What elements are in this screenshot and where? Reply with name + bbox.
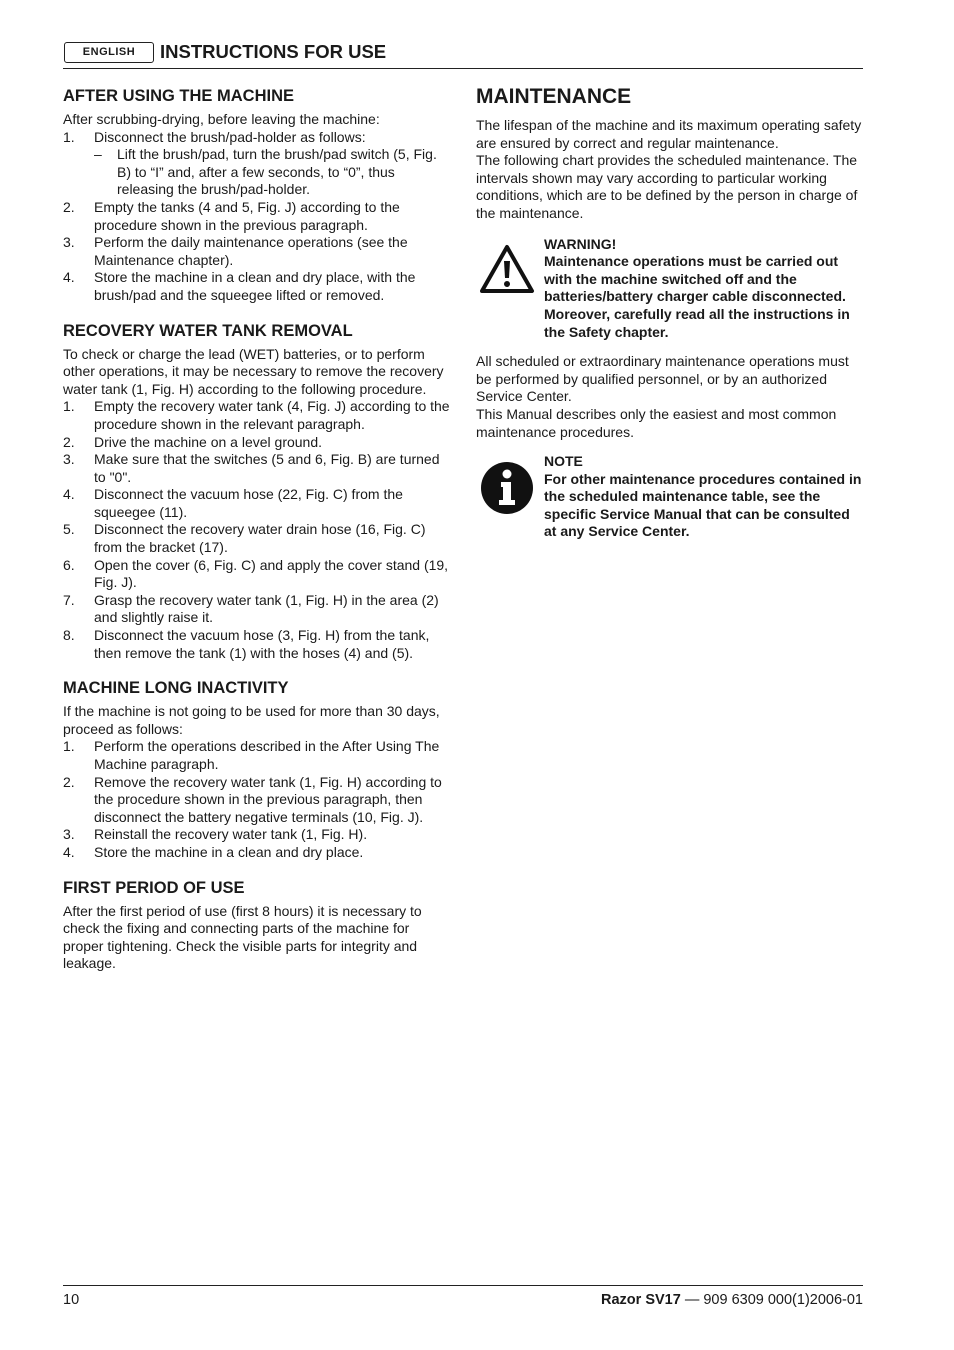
step-number: 1.	[63, 738, 75, 755]
maintenance-intro-2: The following chart provides the scheduled maintenance. The intervals shown may vary according to particular working conditions, which are to be defined by the person in charge of the maintenance.	[476, 152, 858, 221]
list-item	[63, 521, 451, 556]
step-number: 3.	[63, 451, 75, 468]
maintenance-title: MAINTENANCE	[476, 85, 632, 108]
page-header	[63, 40, 863, 69]
list-item	[63, 434, 451, 452]
step-number: 1.	[63, 128, 75, 145]
steps-list	[63, 129, 451, 305]
steps-list	[63, 398, 451, 662]
sub-step-text: Lift the brush/pad, turn the brush/pad switch (5, Fig. B) to “I” and, after a few seconds, to “0”, thus releasing the brush/pad-holder.	[117, 146, 437, 198]
section-recovery-tank	[63, 321, 451, 663]
document-reference	[601, 1292, 863, 1308]
section-after-using	[63, 86, 451, 305]
maintenance-intro: The lifespan of the machine and its maximum operating safety are ensured by correct and regular maintenance.	[476, 117, 862, 151]
section-intro: After scrubbing-drying, before leaving the machine:	[63, 111, 380, 127]
list-item	[63, 738, 451, 773]
section-long-inactivity	[63, 678, 451, 861]
section-title: FIRST PERIOD OF USE	[63, 878, 245, 897]
step-number: 2.	[63, 198, 75, 215]
page-footer	[63, 1285, 863, 1315]
step-text: Remove the recovery water tank (1, Fig. H) according to the procedure shown in the previous paragraph, then disconnect the battery negative terminals (10, Fig. J).	[94, 773, 442, 825]
list-item	[63, 199, 451, 234]
list-item	[63, 129, 451, 199]
note-heading: NOTE	[544, 453, 583, 470]
section-title: AFTER USING THE MACHINE	[63, 87, 294, 105]
right-column	[476, 86, 864, 541]
step-text: Disconnect the brush/pad-holder as follows:	[94, 128, 366, 145]
warning-callout	[476, 236, 864, 342]
step-text: Reinstall the recovery water tank (1, Fig. H).	[94, 826, 368, 843]
section-intro: To check or charge the lead (WET) batteries, or to perform other operations, it may be necessary to remove the recovery water tank (1, Fig. H) according to the following procedure.	[63, 345, 444, 397]
step-number: 4.	[63, 269, 75, 286]
step-text: Disconnect the recovery water drain hose (16, Fig. C) from the bracket (17).	[94, 521, 426, 556]
step-text: Perform the operations described in the After Using The Machine paragraph.	[94, 738, 440, 772]
section-intro: If the machine is not going to be used for more than 30 days, proceed as follows:	[63, 703, 440, 737]
step-text: Store the machine in a clean and dry place, with the brush/pad and the squeegee lifted or removed.	[94, 269, 416, 303]
steps-list	[63, 738, 451, 861]
step-text: Empty the recovery water tank (4, Fig. J) according to the procedure shown in the relevant paragraph.	[94, 398, 450, 432]
list-item	[63, 234, 451, 269]
sub-list-item	[94, 146, 451, 199]
step-number: 4.	[63, 843, 75, 860]
list-item	[63, 486, 451, 521]
note-body: For other maintenance procedures contained in the scheduled maintenance table, see the specific Service Manual that can be consulted at any Service Center.	[544, 470, 862, 540]
step-number: 3.	[63, 826, 75, 843]
step-number: 6.	[63, 556, 75, 573]
list-item	[63, 398, 451, 433]
step-text: Disconnect the vacuum hose (3, Fig. H) from the tank, then remove the tank (1) with the hoses (4) and (5).	[94, 627, 430, 661]
list-item	[63, 774, 451, 827]
step-number: 2.	[63, 773, 75, 790]
warning-body: Maintenance operations must be carried out with the machine switched off and the batteries/battery charger cable disconnected. Moreover, carefully read all the instructions in the Safety chapter.	[544, 253, 850, 340]
list-item	[63, 592, 451, 627]
list-item	[63, 269, 451, 304]
warning-heading: WARNING!	[544, 235, 617, 252]
step-number: 1.	[63, 398, 75, 415]
list-item	[63, 557, 451, 592]
list-item	[63, 826, 451, 844]
section-title: MACHINE LONG INACTIVITY	[63, 679, 289, 698]
list-item	[63, 451, 451, 486]
step-text: Store the machine in a clean and dry place.	[94, 843, 364, 860]
step-text: Disconnect the vacuum hose (22, Fig. C) from the squeegee (11).	[94, 486, 403, 520]
warning-triangle-icon	[478, 242, 536, 298]
left-column	[63, 86, 451, 973]
step-number: 4.	[63, 486, 75, 503]
step-text: Grasp the recovery water tank (1, Fig. H) in the area (2) and slightly raise it.	[94, 591, 439, 626]
step-text: Make sure that the switches (5 and 6, Fig. B) are turned to "0".	[94, 451, 440, 485]
document-code: — 909 6309 000(1)2006-01	[680, 1292, 863, 1308]
section-title: RECOVERY WATER TANK REMOVAL	[63, 321, 353, 340]
sub-list	[94, 146, 451, 199]
step-text: Drive the machine on a level ground.	[94, 433, 323, 450]
maintenance-para-4: This Manual describes only the easiest and most common maintenance procedures.	[476, 405, 837, 440]
step-text: Perform the daily maintenance operations (see the Maintenance chapter).	[94, 234, 408, 268]
dash-marker: –	[94, 146, 102, 163]
step-number: 7.	[63, 591, 75, 608]
step-number: 5.	[63, 521, 75, 538]
section-text: After the first period of use (first 8 hours) it is necessary to check the fixing and connecting parts of the machine for proper tightening. Check the visible parts for integrity and leakage.	[63, 902, 422, 972]
note-callout	[476, 453, 864, 541]
maintenance-para-3: All scheduled or extraordinary maintenance operations must be performed by qualified personnel, or by an authorized Service Center.	[476, 353, 849, 405]
step-text: Empty the tanks (4 and 5, Fig. J) according to the procedure shown in the previous paragraph.	[94, 198, 400, 233]
language-badge: ENGLISH	[64, 42, 154, 63]
step-number: 8.	[63, 627, 75, 644]
model-name: Razor SV17	[601, 1292, 681, 1308]
page-number: 10	[63, 1292, 80, 1308]
header-title: INSTRUCTIONS FOR USE	[160, 41, 387, 62]
section-first-period	[63, 878, 451, 973]
step-text: Open the cover (6, Fig. C) and apply the cover stand (19, Fig. J).	[94, 556, 449, 591]
list-item	[63, 844, 451, 862]
step-number: 3.	[63, 234, 75, 251]
info-icon	[478, 459, 536, 515]
step-number: 2.	[63, 433, 75, 450]
list-item	[63, 627, 451, 662]
